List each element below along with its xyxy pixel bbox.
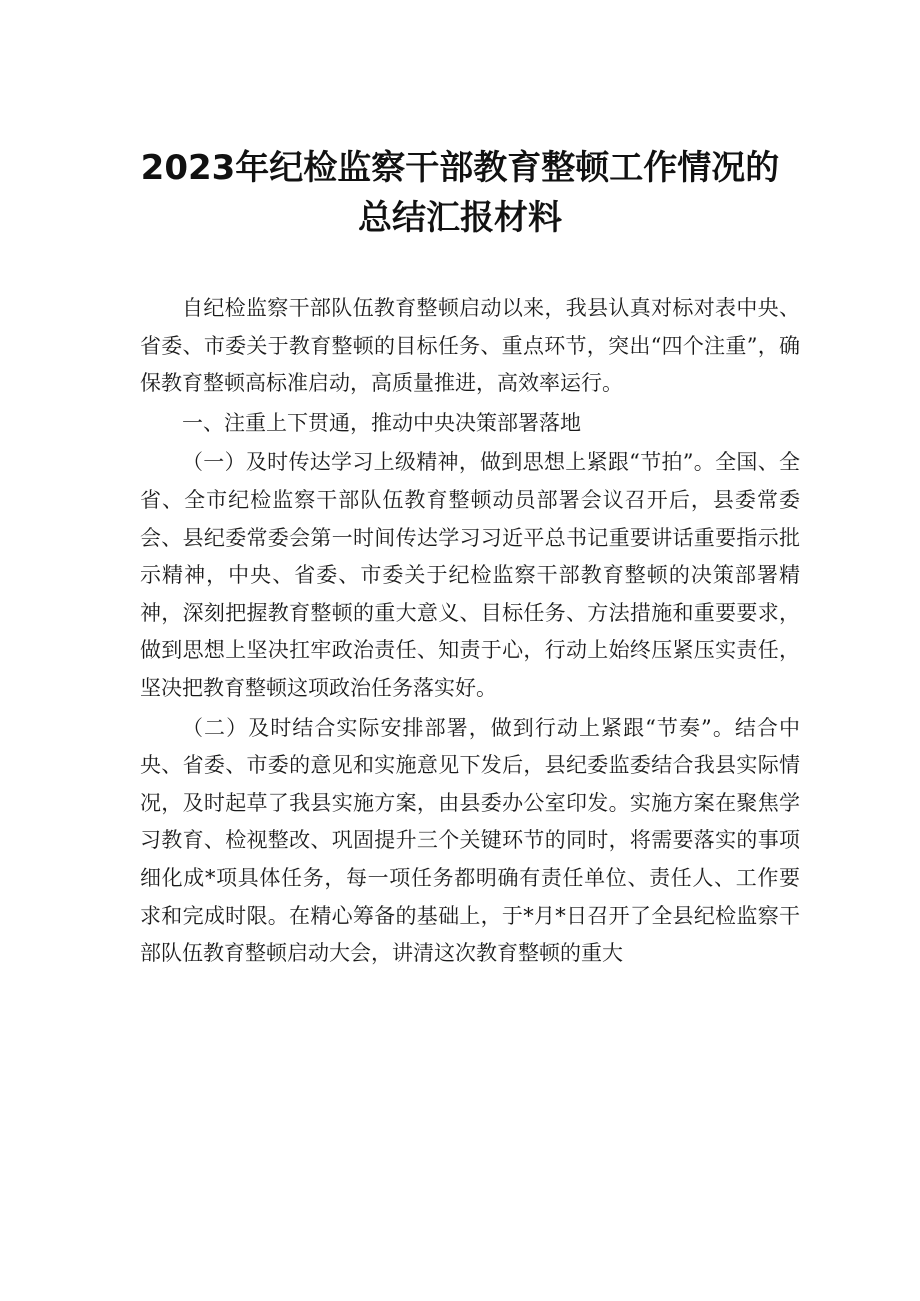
section-heading-1: 一、注重上下贯通，推动中央决策部署落地	[182, 410, 581, 435]
intro-paragraph: 自纪检监察干部队伍教育整顿启动以来，我县认真对标对表中央、省委、市委关于教育整顿的目标任务、重点环节，突出“四个注重”，确保教育整顿高标准启动，高质量推进，高效率运行。	[140, 296, 800, 396]
subsection-paragraph-1: （一）及时传达学习上级精神，做到思想上紧跟“节拍”。全国、全省、全市纪检监察干部队伍教育整顿动员部署会议召开后，县委常委会、县纪委常委会第一时间传达学习习近平总书记重要讲话重要指示批示精神，中央、省委、市委关于纪检监察干部教育整顿的决策部署精神，深刻把握教育整顿的重大意义、目标任务、方法措施和重要要求，做到思想上坚决扛牢政治责任、知责于心，行动上始终压紧压实责任，坚决把教育整顿这项政治任务落实好。	[140, 450, 800, 700]
document-title-line-1: 2023年纪检监察干部教育整顿工作情况的	[140, 148, 780, 188]
document-body	[140, 290, 800, 973]
document-title-line-2: 总结汇报材料	[358, 198, 562, 238]
subsection-paragraph-2: （二）及时结合实际安排部署，做到行动上紧跟“节奏”。结合中央、省委、市委的意见和实施意见下发后，县纪委监委结合我县实际情况，及时起草了我县实施方案，由县委办公室印发。实施方案在聚焦学习教育、检视整改、巩固提升三个关键环节的同时，将需要落实的事项细化成*项具体任务，每一项任务都明确有责任单位、责任人、工作要求和完成时限。在精心筹备的基础上，于*月*日召开了全县纪检监察干部队伍教育整顿启动大会，讲清这次教育整顿的重大	[140, 715, 800, 966]
